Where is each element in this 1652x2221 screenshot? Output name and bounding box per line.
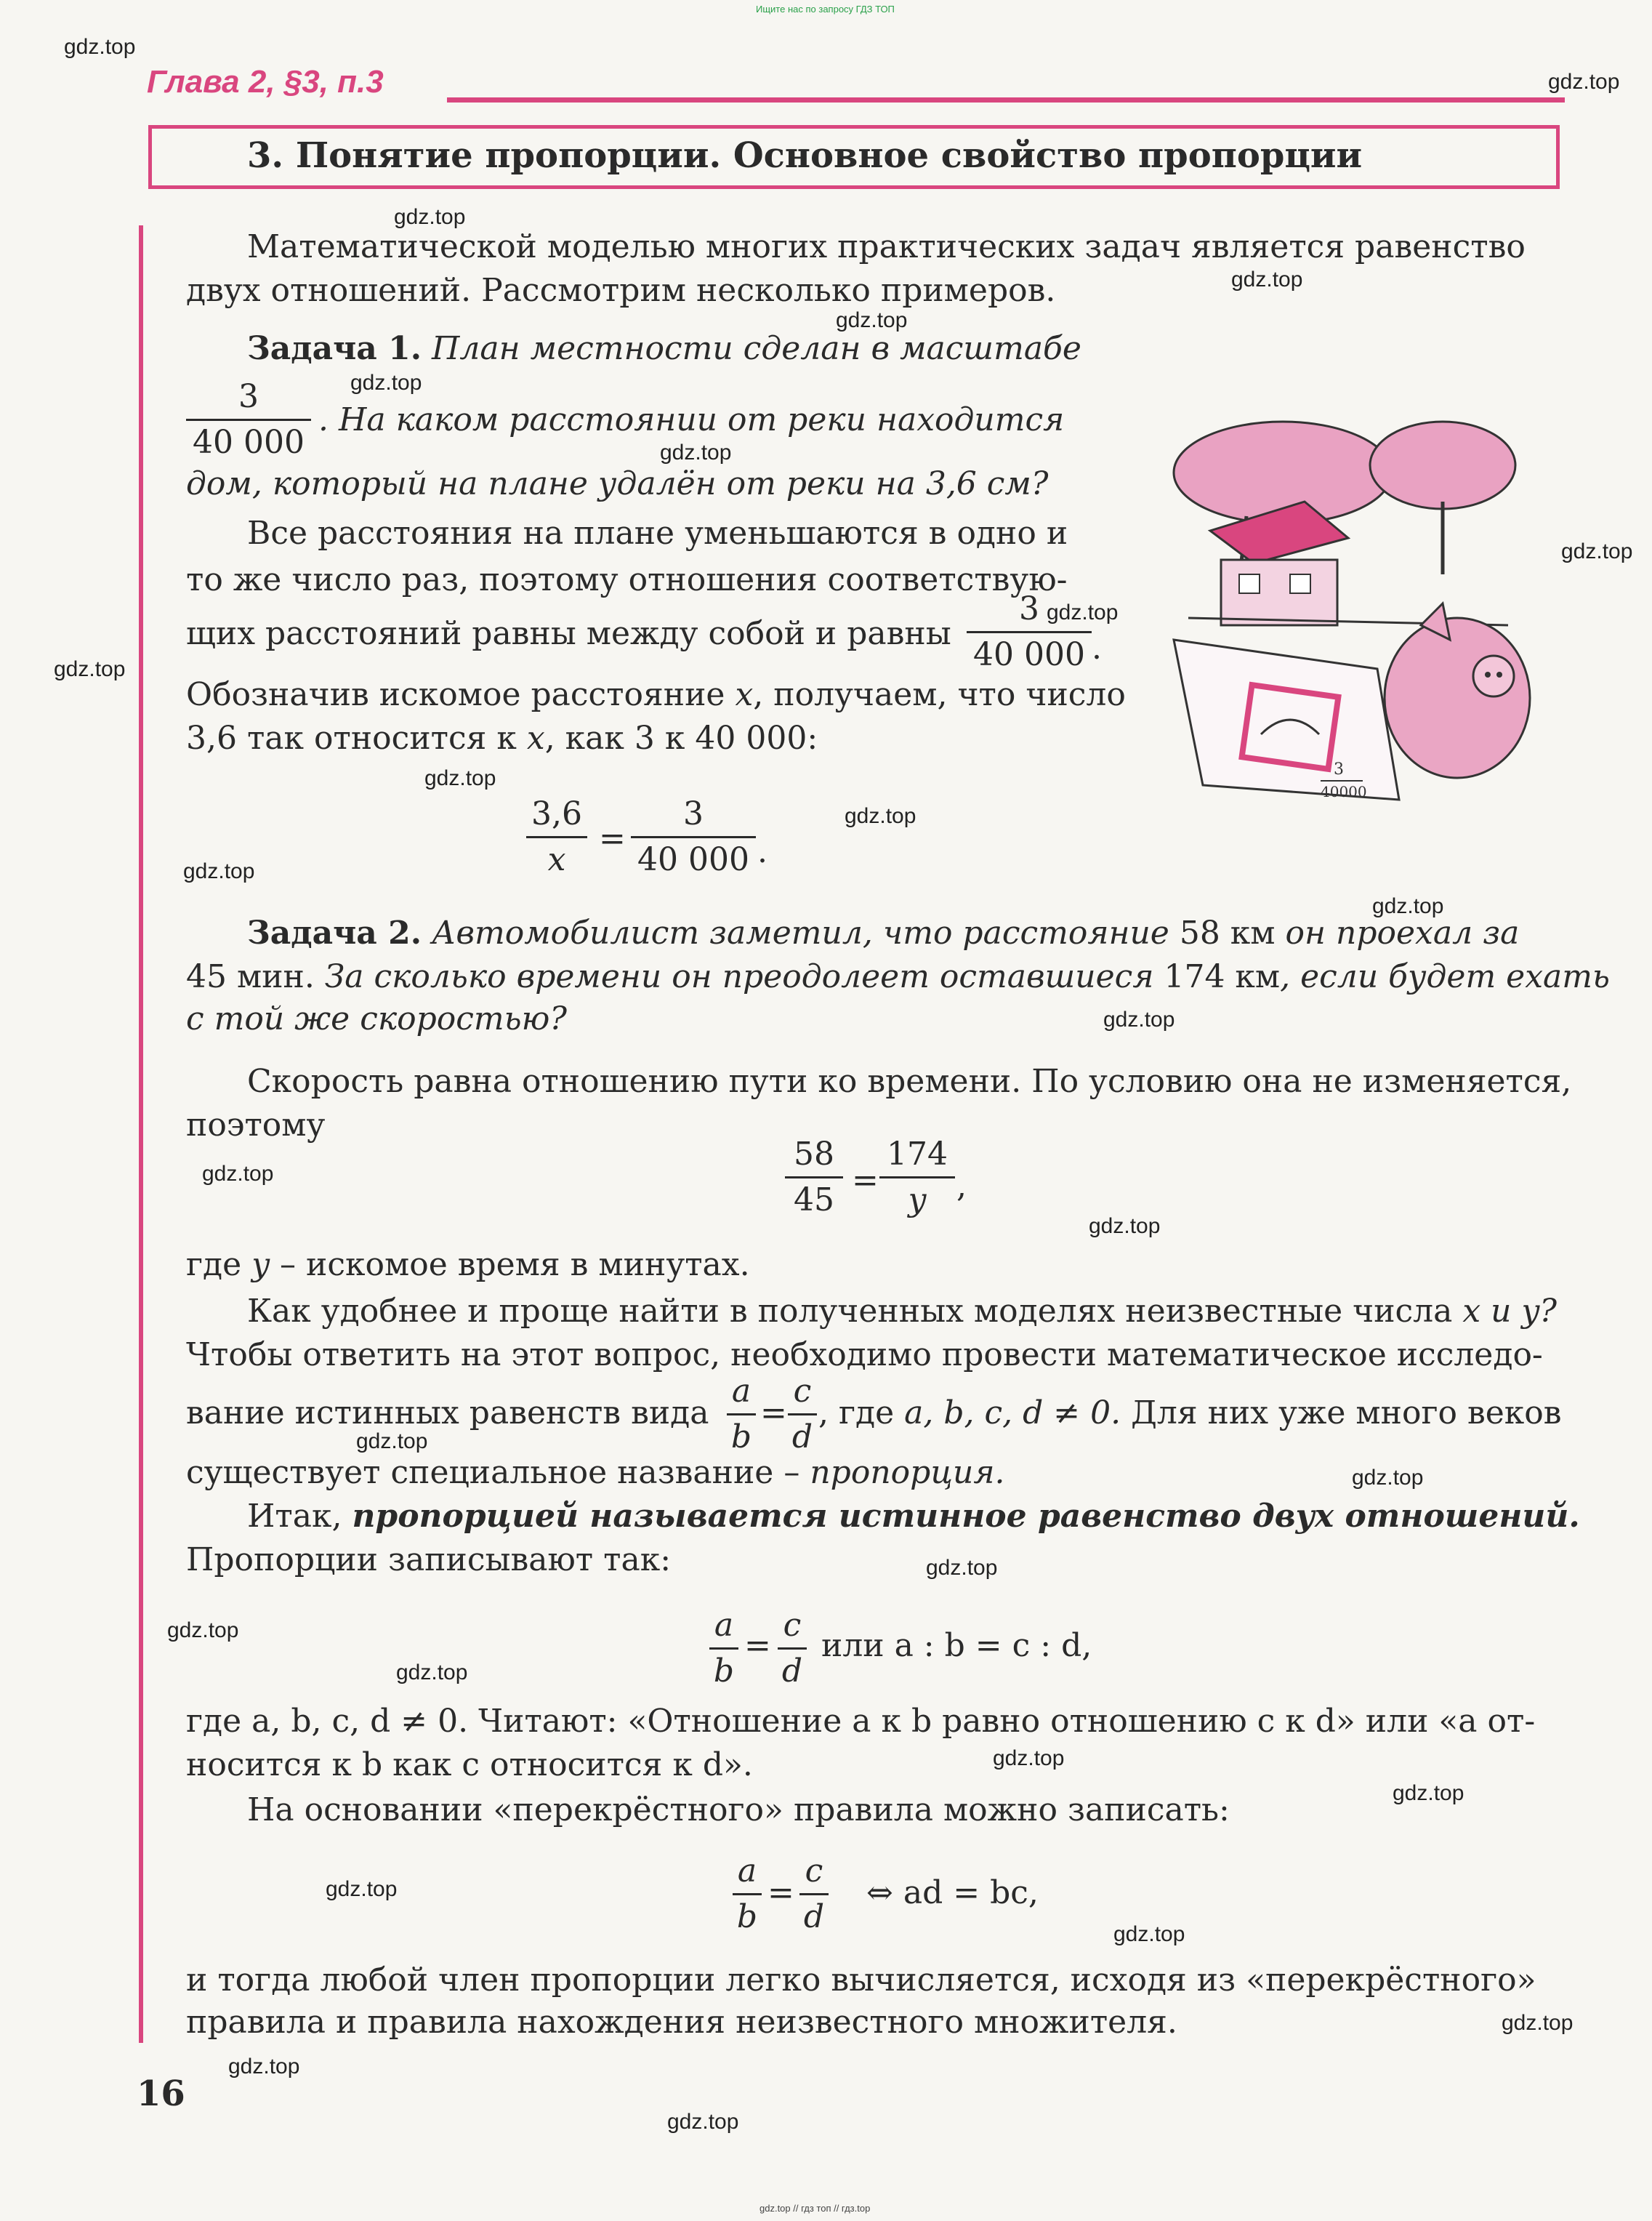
paragraph-line: где a, b, c, d ≠ 0. Читают: «Отношение a к b равно отношению c к d» или «a от- (186, 1703, 1536, 1740)
scale-numerator: 3 (238, 378, 259, 415)
comma: , (956, 1168, 967, 1205)
task2-text: он проехал за (1285, 915, 1520, 952)
watermark: gdz.top (183, 859, 255, 883)
paragraph-line: Математической моделью многих практических задач является равенство (247, 228, 1526, 265)
watermark: gdz.top (228, 2055, 300, 2079)
task1-label: Задача 1. (247, 330, 422, 367)
numerator: 3 (683, 795, 704, 832)
watermark: gdz.top (1047, 601, 1119, 624)
bottom-note: gdz.top // гдз топ // гдз.top (759, 2203, 871, 2214)
task1-distance: 3,6 см? (925, 465, 1049, 502)
watermark: gdz.top (396, 1660, 468, 1684)
paragraph-line: и тогда любой член пропорции легко вычисляется, исходя из «перекрёстного» (186, 1961, 1536, 1999)
watermark: gdz.top (836, 308, 908, 332)
fraction-bar (799, 1893, 829, 1895)
text-span: , получаем, что число (753, 676, 1126, 713)
watermark: gdz.top (1561, 539, 1633, 563)
fraction-bar (778, 1647, 807, 1650)
paragraph-line: Чтобы ответить на этот вопрос, необходимо провести математическое исследо- (186, 1336, 1543, 1373)
task2-distance: 174 км (1164, 958, 1281, 995)
task1-text: дом, который на плане удалён от реки на (186, 465, 916, 502)
text-span: существует специальное название – (186, 1454, 800, 1491)
paragraph-line: На основании «перекрёстного» правила можно записать: (247, 1791, 1230, 1828)
paragraph-line: Все расстояния на плане уменьшаются в одно и (247, 515, 1068, 552)
fraction-bar (727, 1413, 756, 1415)
scale-denominator: 40 000 (193, 424, 305, 461)
text-span: Для них уже много веков (1131, 1394, 1562, 1431)
denominator: 45 (794, 1181, 834, 1218)
paragraph-line: поэтому (186, 1107, 326, 1144)
eq4-right (799, 1852, 829, 1935)
numerator: a (714, 1607, 734, 1644)
paragraph-line: то же число раз, поэтому отношения соответствую- (186, 561, 1068, 598)
task1-text: План местности сделан в масштабе (432, 330, 1081, 367)
definition-line (247, 1498, 1580, 1535)
paragraph-line (186, 1246, 750, 1283)
watermark: gdz.top (394, 205, 466, 229)
watermark: gdz.top (350, 371, 422, 395)
watermark: gdz.top (64, 35, 136, 59)
text-span: 3,6 так относится к (186, 720, 517, 757)
paragraph-line (186, 676, 1126, 713)
equation1-right (631, 795, 756, 878)
denominator: b (736, 1898, 758, 1935)
task2-text: , если будет ехать (1280, 958, 1610, 995)
denominator: y (908, 1181, 927, 1218)
paragraph-line: правила и правила нахождения неизвестного множителя. (186, 2004, 1177, 2041)
watermark: gdz.top (167, 1618, 239, 1642)
condition: a, b, c, d ≠ 0. (904, 1394, 1121, 1431)
eq4-tail: ⇔ ad = bc, (866, 1874, 1039, 1911)
text-span: , как 3 к 40 000: (544, 720, 818, 757)
watermark: gdz.top (424, 766, 496, 790)
fraction-bar (631, 836, 756, 838)
margin-bar (139, 225, 143, 2043)
numerator: 174 (887, 1136, 948, 1173)
text-span: – искомое время в минутах. (280, 1246, 750, 1283)
fraction-bar (733, 1893, 762, 1895)
watermark: gdz.top (326, 1877, 398, 1901)
text-span: Обозначив искомое расстояние (186, 676, 725, 713)
task2-time: 45 мин. (186, 958, 315, 995)
equation1-left (526, 795, 587, 878)
watermark: gdz.top (845, 804, 916, 828)
equals-sign: = (744, 1627, 771, 1664)
task2-line (186, 958, 1610, 995)
watermark: gdz.top (356, 1429, 428, 1453)
equals-sign: = (767, 1874, 794, 1911)
task2-line: с той же скоростью? (186, 1000, 567, 1037)
proportion-left (727, 1375, 756, 1453)
denominator: d (803, 1898, 825, 1935)
task2-text: За сколько времени он преодолеет оставшиеся (324, 958, 1154, 995)
task1-line (247, 330, 1081, 367)
watermark: gdz.top (1372, 894, 1444, 918)
paragraph-line: вание истинных равенств вида (186, 1394, 709, 1431)
task2-label: Задача 2. (247, 915, 422, 952)
fraction-bar (879, 1176, 955, 1178)
chapter-label: Глава 2, §3, п.3 (147, 64, 384, 100)
text-span: Как удобнее и проще найти в полученных моделях неизвестные числа (247, 1293, 1453, 1330)
eq3-right (778, 1607, 807, 1690)
numerator: c (793, 1373, 812, 1410)
equals-sign: = (599, 820, 626, 857)
equation2-right (879, 1138, 955, 1216)
definition: пропорцией называется истинное равенство двух отношений. (352, 1498, 1580, 1535)
page-number: 16 (137, 2073, 185, 2114)
variable-x: x (526, 720, 545, 757)
watermark: gdz.top (54, 657, 126, 681)
watermark: gdz.top (1393, 1781, 1464, 1805)
text-span: Итак, (247, 1498, 342, 1535)
illustration-caption-num: 3 (1334, 760, 1344, 779)
paragraph-line (186, 720, 818, 757)
denominator: d (781, 1652, 803, 1690)
task2-line (247, 915, 1520, 952)
denominator: b (730, 1418, 752, 1455)
variable-y: y (251, 1246, 270, 1283)
variables: x и y? (1462, 1293, 1557, 1330)
watermark: gdz.top (1089, 1214, 1161, 1238)
task2-text: Автомобилист заметил, что расстояние (432, 915, 1169, 952)
watermark: gdz.top (1548, 70, 1620, 94)
section-title: 3. Понятие пропорции. Основное свойство пропорции (247, 135, 1363, 176)
paragraph-line (186, 1454, 1005, 1491)
illustration-caption-den: 40000 (1321, 783, 1367, 800)
top-note: Ищите нас по запросу ГДЗ ТОП (756, 4, 895, 15)
variable-x: x (735, 676, 754, 713)
paragraph-line: двух отношений. Рассмотрим несколько примеров. (186, 272, 1056, 309)
eq3-left (709, 1607, 738, 1690)
paragraph-line: щих расстояний равны между собой и равны (186, 615, 951, 652)
task1-line (186, 465, 1049, 502)
paragraph-line: носится к b как c относится к d». (186, 1746, 753, 1783)
equals-sign: = (852, 1162, 879, 1199)
numerator: a (731, 1373, 752, 1410)
scale-numerator: 3 (1019, 590, 1039, 627)
term-proportion: пропорция. (810, 1454, 1005, 1491)
watermark: gdz.top (1103, 1008, 1175, 1032)
illustration-pig-reading-plan (1159, 407, 1537, 814)
scale-fraction (967, 590, 1092, 673)
scale-fraction (186, 378, 311, 461)
watermark: gdz.top (667, 2110, 739, 2134)
fraction-bar (186, 419, 311, 421)
watermark: gdz.top (202, 1162, 274, 1186)
paragraph-line: Скорость равна отношению пути ко времени. По условию она не изменяется, (247, 1063, 1572, 1100)
denominator: 40 000 (637, 841, 749, 878)
equals-sign: = (760, 1394, 787, 1431)
fraction-bar (709, 1647, 738, 1650)
fraction-bar (526, 836, 587, 838)
numerator: 58 (794, 1136, 834, 1173)
proportion-right (788, 1375, 817, 1453)
denominator: b (713, 1652, 735, 1690)
numerator: 3,6 (531, 795, 582, 832)
fraction-bar (785, 1176, 843, 1178)
watermark: gdz.top (660, 441, 732, 465)
task2-distance: 58 км (1179, 915, 1276, 952)
paragraph-line (818, 1394, 1562, 1431)
task1-line: . На каком расстоянии от реки находится (318, 401, 1065, 438)
watermark: gdz.top (1231, 268, 1303, 292)
denominator: d (791, 1418, 813, 1455)
eq3-tail: или a : b = c : d, (821, 1627, 1092, 1664)
period: . (757, 833, 767, 870)
equation2-left (785, 1138, 843, 1216)
fraction-bar (967, 631, 1092, 633)
fraction-bar (788, 1413, 817, 1415)
text-span: где (186, 1246, 242, 1283)
scale-denominator: 40 000 (973, 636, 1085, 673)
chapter-rule (447, 97, 1565, 103)
watermark: gdz.top (993, 1746, 1065, 1770)
eq4-left (733, 1852, 762, 1935)
numerator: c (805, 1852, 823, 1889)
denominator: x (547, 841, 566, 878)
watermark: gdz.top (926, 1556, 998, 1580)
numerator: c (783, 1607, 802, 1644)
paragraph-line (247, 1293, 1557, 1330)
watermark: gdz.top (1352, 1466, 1424, 1490)
watermark: gdz.top (1502, 2011, 1574, 2035)
period: . (1092, 630, 1102, 667)
paragraph-line: Пропорции записывают так: (186, 1541, 672, 1578)
text-span: , где (818, 1394, 895, 1431)
numerator: a (737, 1852, 757, 1889)
watermark: gdz.top (1113, 1922, 1185, 1946)
